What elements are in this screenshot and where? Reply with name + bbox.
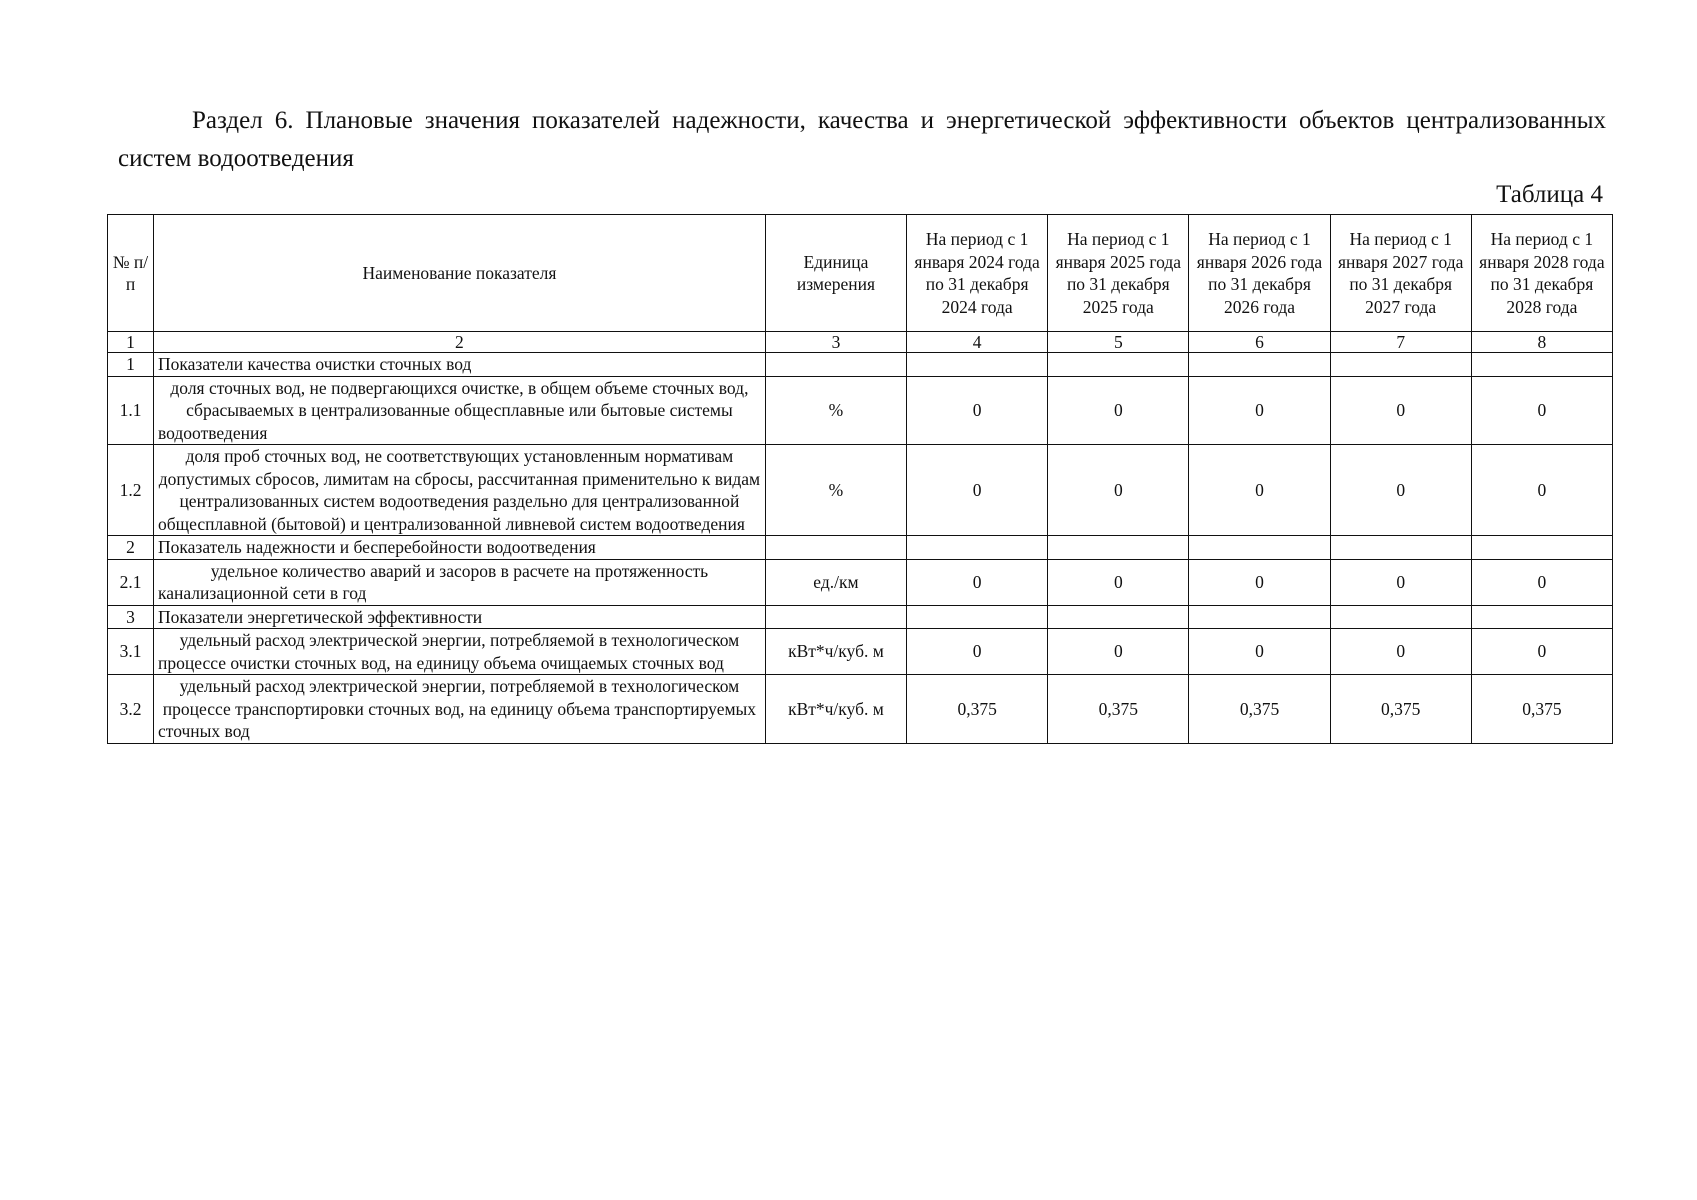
value-cell [1048, 353, 1189, 377]
header-period-2025: На период с 1 января 2025 года по 31 декабря 2025 года [1048, 215, 1189, 332]
row-number: 1 [108, 353, 154, 377]
value-cell: 0 [1189, 445, 1330, 536]
value-cell: 0 [1471, 629, 1612, 675]
value-cell: 0 [1471, 376, 1612, 445]
column-number: 6 [1189, 332, 1330, 353]
table-row [108, 376, 1613, 445]
value-cell: 0 [1189, 376, 1330, 445]
value-cell: 0,375 [1048, 675, 1189, 744]
table-row-group-1 [108, 353, 1613, 377]
value-cell: 0 [1048, 445, 1189, 536]
unit-cell [765, 605, 906, 629]
row-number: 3.2 [108, 675, 154, 744]
value-cell [1330, 353, 1471, 377]
header-period-2024: На период с 1 января 2024 года по 31 декабря 2024 года [907, 215, 1048, 332]
value-cell: 0,375 [907, 675, 1048, 744]
indicator-name: Показатель надежности и бесперебойности водоотведения [154, 536, 766, 560]
header-name: Наименование показателя [154, 215, 766, 332]
unit-cell: % [765, 376, 906, 445]
indicator-name: удельный расход электрической энергии, потребляемой в технологическом процессе транспортировки сточных вод, на единицу объема транспортируемых сточных вод [154, 675, 766, 744]
header-unit: Единица измерения [765, 215, 906, 332]
value-cell: 0 [1330, 629, 1471, 675]
indicator-name: Показатели качества очистки сточных вод [154, 353, 766, 377]
value-cell [1471, 353, 1612, 377]
table-caption: Таблица 4 [1496, 181, 1603, 208]
column-number: 5 [1048, 332, 1189, 353]
header-row [108, 215, 1613, 332]
unit-cell [765, 536, 906, 560]
value-cell [1048, 536, 1189, 560]
column-number: 8 [1471, 332, 1612, 353]
value-cell: 0 [1048, 559, 1189, 605]
value-cell: 0,375 [1471, 675, 1612, 744]
table-row [108, 629, 1613, 675]
unit-cell: ед./км [765, 559, 906, 605]
value-cell [1471, 536, 1612, 560]
column-number-row [108, 332, 1613, 353]
value-cell: 0,375 [1189, 675, 1330, 744]
value-cell [1471, 605, 1612, 629]
indicator-name: удельный расход электрической энергии, потребляемой в технологическом процессе очистки сточных вод, на единицу объема очищаемых сточных вод [154, 629, 766, 675]
section-title: Раздел 6. Плановые значения показателей надежности, качества и энергетической эффективности объектов централизованных систем водоотведения [118, 107, 1606, 172]
value-cell: 0 [1330, 376, 1471, 445]
table-row [108, 445, 1613, 536]
table-row [108, 559, 1613, 605]
column-number: 1 [108, 332, 154, 353]
header-period-2026: На период с 1 января 2026 года по 31 декабря 2026 года [1189, 215, 1330, 332]
value-cell: 0 [907, 445, 1048, 536]
value-cell [1189, 536, 1330, 560]
value-cell: 0 [1330, 559, 1471, 605]
header-no: № п/п [108, 215, 154, 332]
value-cell [1330, 536, 1471, 560]
value-cell: 0 [907, 559, 1048, 605]
unit-cell: кВт*ч/куб. м [765, 629, 906, 675]
table-row-group-2 [108, 536, 1613, 560]
value-cell [907, 605, 1048, 629]
value-cell: 0 [1048, 629, 1189, 675]
value-cell: 0 [1471, 445, 1612, 536]
value-cell [1048, 605, 1189, 629]
column-number: 3 [765, 332, 906, 353]
row-number: 2.1 [108, 559, 154, 605]
value-cell [1189, 605, 1330, 629]
row-number: 1.2 [108, 445, 154, 536]
value-cell: 0 [907, 376, 1048, 445]
unit-cell: кВт*ч/куб. м [765, 675, 906, 744]
value-cell: 0 [1048, 376, 1189, 445]
value-cell: 0 [1471, 559, 1612, 605]
indicator-name: удельное количество аварий и засоров в расчете на протяженность канализационной сети в год [154, 559, 766, 605]
row-number: 3.1 [108, 629, 154, 675]
indicator-name: доля сточных вод, не подвергающихся очистке, в общем объеме сточных вод, сбрасываемых в централизованные общесплавные или бытовые системы водоотведения [154, 376, 766, 445]
unit-cell: % [765, 445, 906, 536]
row-number: 2 [108, 536, 154, 560]
column-number: 4 [907, 332, 1048, 353]
value-cell [907, 353, 1048, 377]
table-row [108, 675, 1613, 744]
table-row-group-3 [108, 605, 1613, 629]
value-cell: 0 [907, 629, 1048, 675]
column-number: 2 [154, 332, 766, 353]
indicators-table [107, 214, 1613, 744]
value-cell: 0 [1189, 629, 1330, 675]
value-cell [907, 536, 1048, 560]
indicator-name: Показатели энергетической эффективности [154, 605, 766, 629]
value-cell: 0 [1330, 445, 1471, 536]
unit-cell [765, 353, 906, 377]
column-number: 7 [1330, 332, 1471, 353]
row-number: 3 [108, 605, 154, 629]
row-number: 1.1 [108, 376, 154, 445]
header-period-2027: На период с 1 января 2027 года по 31 декабря 2027 года [1330, 215, 1471, 332]
header-period-2028: На период с 1 января 2028 года по 31 декабря 2028 года [1471, 215, 1612, 332]
value-cell: 0,375 [1330, 675, 1471, 744]
value-cell: 0 [1189, 559, 1330, 605]
value-cell [1189, 353, 1330, 377]
value-cell [1330, 605, 1471, 629]
indicator-name: доля проб сточных вод, не соответствующих установленным нормативам допустимых сбросов, лимитам на сбросы, рассчитанная применительно к видам централизованных систем водоотведения раздельно для централизованной общесплавной (бытовой) и централизованной ливневой систем водоотведения [154, 445, 766, 536]
